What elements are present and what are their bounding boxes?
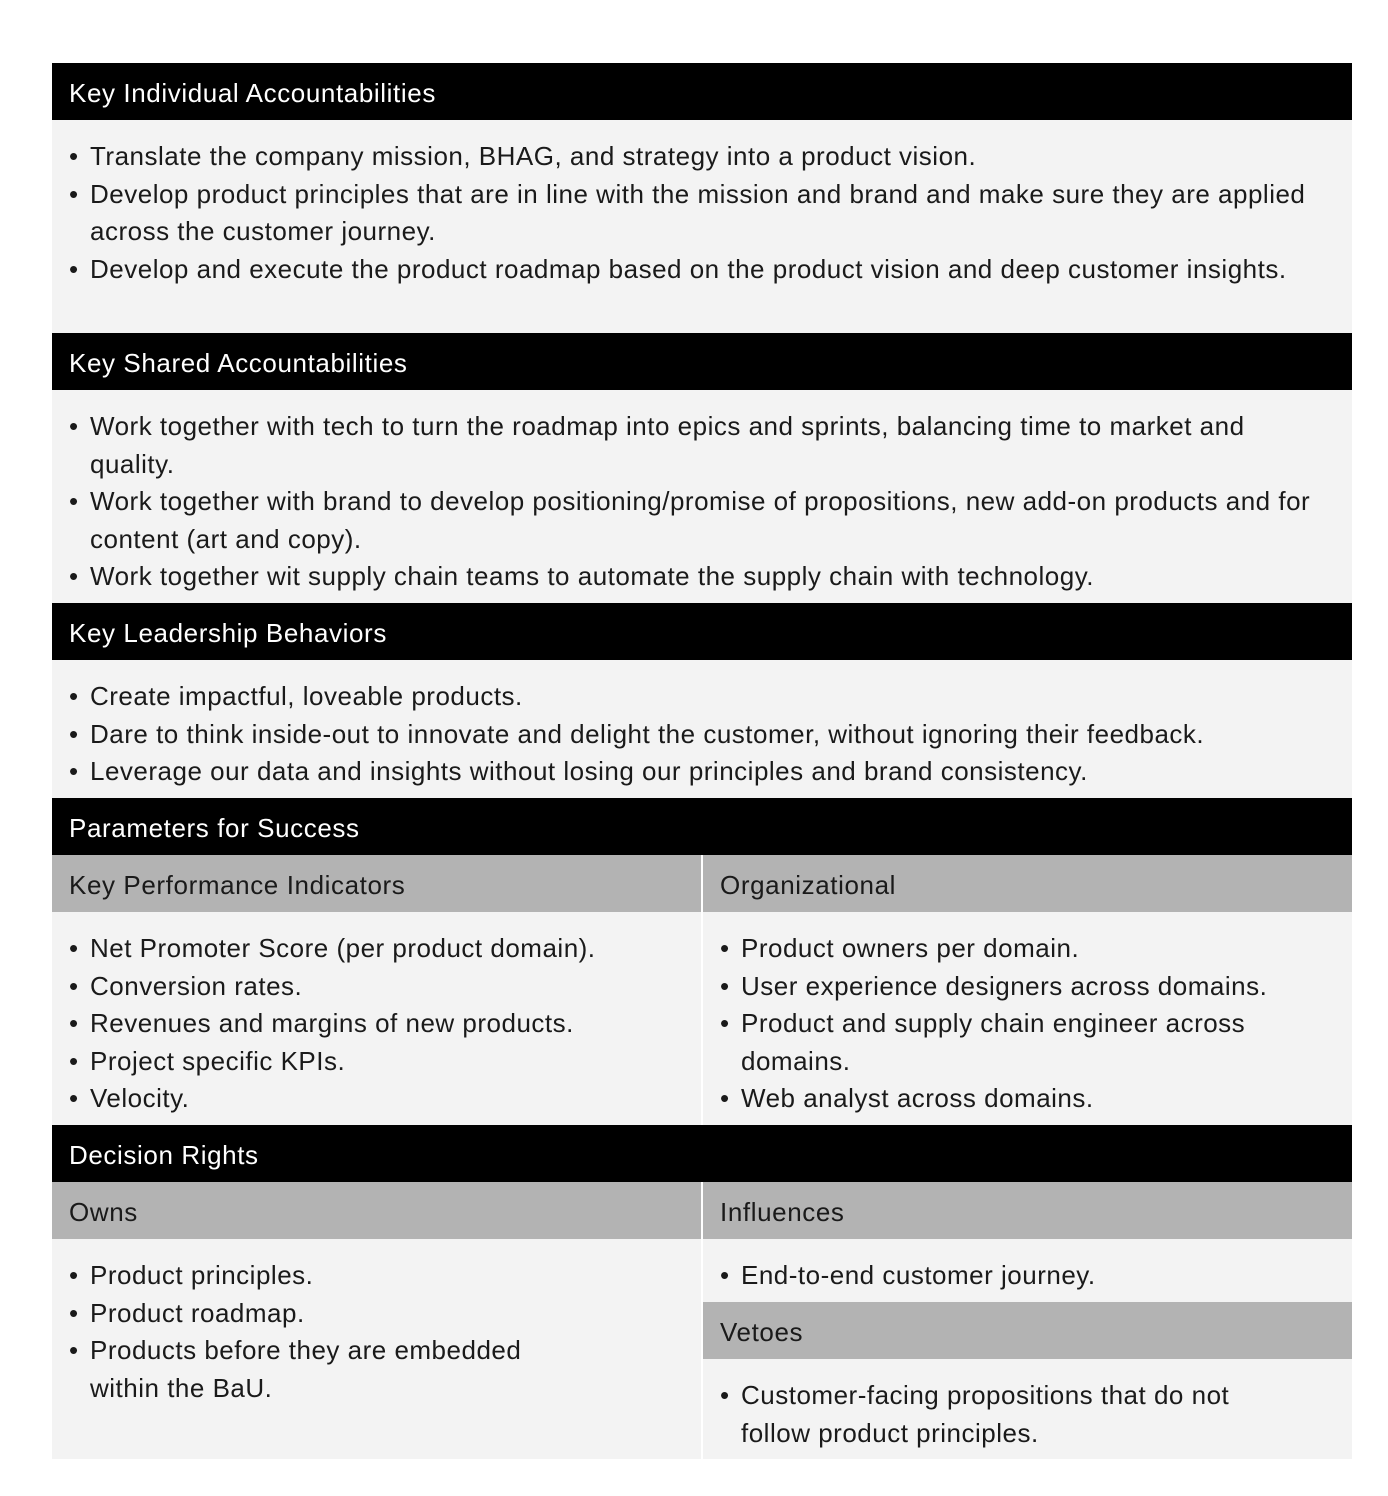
- list-item: • User experience designers across domains.: [720, 968, 1342, 1006]
- list-item: • Create impactful, loveable products.: [69, 678, 1332, 716]
- organizational-body: [703, 912, 1352, 1125]
- decision-rights-columns: [52, 1182, 1352, 1459]
- organizational-list: [720, 930, 1342, 1118]
- kpi-body: [52, 912, 701, 1125]
- list-item: • Conversion rates.: [69, 968, 691, 1006]
- organizational-column: [703, 855, 1352, 1125]
- list-item: • Product and supply chain engineer across domains.: [720, 1005, 1342, 1080]
- owns-list: [69, 1257, 581, 1407]
- vetoes-subheader: Vetoes: [703, 1302, 1352, 1359]
- kpi-column: [52, 855, 701, 1125]
- influences-list: [720, 1257, 1342, 1295]
- list-item: • Develop and execute the product roadmap based on the product vision and deep customer insights.: [69, 251, 1332, 289]
- list-item: • Product roadmap.: [69, 1295, 581, 1333]
- list-item: • Work together with brand to develop positioning/promise of propositions, new add-on products and for content (art and copy).: [69, 483, 1332, 558]
- shared-accountabilities-body: [52, 390, 1352, 603]
- influences-body: [703, 1239, 1352, 1302]
- vetoes-body: [703, 1359, 1352, 1459]
- list-item: • Revenues and margins of new products.: [69, 1005, 691, 1043]
- kpi-subheader: Key Performance Indicators: [52, 855, 701, 912]
- list-item: • Project specific KPIs.: [69, 1043, 691, 1081]
- owns-body: [52, 1239, 701, 1459]
- leadership-behaviors-body: [52, 660, 1352, 798]
- list-item: • Translate the company mission, BHAG, and strategy into a product vision.: [69, 138, 1332, 176]
- vetoes-list: [720, 1377, 1292, 1452]
- list-item: • Velocity.: [69, 1080, 691, 1118]
- influences-vetoes-column: [703, 1182, 1352, 1459]
- leadership-behaviors-header: Key Leadership Behaviors: [52, 603, 1352, 660]
- list-item: • Web analyst across domains.: [720, 1080, 1342, 1118]
- list-item: • Work together with tech to turn the roadmap into epics and sprints, balancing time to market and quality.: [69, 408, 1332, 483]
- shared-accountabilities-list: [69, 408, 1332, 596]
- owns-column: [52, 1182, 701, 1459]
- influences-subheader: Influences: [703, 1182, 1352, 1239]
- list-item: • Leverage our data and insights without losing our principles and brand consistency.: [69, 753, 1332, 791]
- parameters-for-success-columns: [52, 855, 1352, 1125]
- list-item: • Products before they are embedded within the BaU.: [69, 1332, 581, 1407]
- individual-accountabilities-list: [69, 138, 1332, 288]
- list-item: • Develop product principles that are in line with the mission and brand and make sure they are applied across the customer journey.: [69, 176, 1332, 251]
- list-item: • Customer-facing propositions that do not follow product principles.: [720, 1377, 1292, 1452]
- list-item: • Dare to think inside-out to innovate and delight the customer, without ignoring their feedback.: [69, 716, 1332, 754]
- shared-accountabilities-header: Key Shared Accountabilities: [52, 333, 1352, 390]
- individual-accountabilities-body: [52, 120, 1352, 333]
- list-item: • Product owners per domain.: [720, 930, 1342, 968]
- list-item: • Net Promoter Score (per product domain).: [69, 930, 691, 968]
- organizational-subheader: Organizational: [703, 855, 1352, 912]
- leadership-behaviors-list: [69, 678, 1332, 791]
- kpi-list: [69, 930, 691, 1118]
- role-card: [52, 63, 1352, 1459]
- parameters-for-success-header: Parameters for Success: [52, 798, 1352, 855]
- individual-accountabilities-header: Key Individual Accountabilities: [52, 63, 1352, 120]
- list-item: • Product principles.: [69, 1257, 581, 1295]
- owns-subheader: Owns: [52, 1182, 701, 1239]
- decision-rights-header: Decision Rights: [52, 1125, 1352, 1182]
- list-item: • Work together wit supply chain teams to automate the supply chain with technology.: [69, 558, 1332, 596]
- list-item: • End-to-end customer journey.: [720, 1257, 1342, 1295]
